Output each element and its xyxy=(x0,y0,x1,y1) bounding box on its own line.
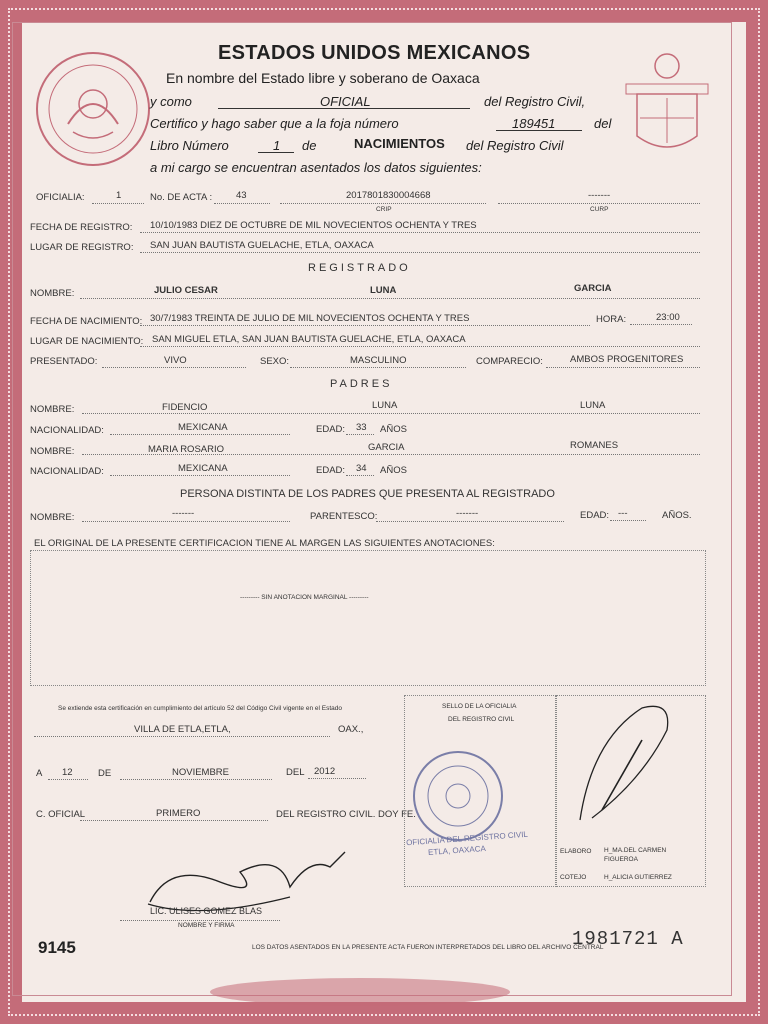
oficialia-label: OFICIALIA: xyxy=(36,192,85,203)
madre-apellido1: GARCIA xyxy=(368,442,405,453)
oficialia-value: 1 xyxy=(116,190,122,201)
fecha-mes: NOVIEMBRE xyxy=(172,767,230,778)
header-line-1: En nombre del Estado libre y soberano de Oaxaca xyxy=(166,70,480,86)
footer-nota: LOS DATOS ASENTADOS EN LA PRESENTE ACTA FUERON INTERPRETADOS DEL LIBRO DEL ARCHIVO CENTRAL xyxy=(252,944,604,951)
elaboro-value: H_MA.DEL CARMEN FIGUEROA xyxy=(604,847,667,863)
fecha-nac-value: 30/7/1983 TREINTA DE JULIO DE MIL NOVECIENTOS OCHENTA Y TRES xyxy=(150,313,470,324)
persona-edad-label: EDAD: xyxy=(580,510,610,521)
header-line-4a: Libro Número xyxy=(150,138,229,153)
madre-apellido2: ROMANES xyxy=(570,440,619,451)
hora-value: 23:00 xyxy=(656,312,680,323)
fecha-registro-label: FECHA DE REGISTRO: xyxy=(30,222,133,233)
persona-edad: --- xyxy=(618,508,628,519)
national-seal-icon xyxy=(36,52,150,166)
header-line-3c: del xyxy=(594,116,612,131)
parentesco-label: PARENTESCO: xyxy=(310,511,378,522)
anotaciones-box xyxy=(30,550,706,686)
fecha-a-label: A xyxy=(36,768,43,779)
padre-anos: AÑOS xyxy=(380,424,407,435)
comparecio-label: COMPARECIO: xyxy=(476,356,543,367)
sello-titulo-2: DEL REGISTRO CIVIL xyxy=(448,716,515,723)
header-line-4c: de xyxy=(302,138,317,153)
crip-label: CRIP xyxy=(376,206,392,213)
header-foja: 189451 xyxy=(512,116,556,131)
hora-label: HORA: xyxy=(596,314,627,325)
padre-apellido1: LUNA xyxy=(372,400,398,411)
fecha-anio: 2012 xyxy=(314,766,336,777)
padre-nombre: FIDENCIO xyxy=(162,402,208,413)
presentado-value: VIVO xyxy=(164,355,187,366)
comparecio-value: AMBOS PROGENITORES xyxy=(570,354,684,365)
fecha-registro-value: 10/10/1983 DIEZ DE OCTUBRE DE MIL NOVECIENTOS OCHENTA Y TRES xyxy=(150,220,477,231)
coficial-value: PRIMERO xyxy=(156,808,201,819)
registrado-apellido1: LUNA xyxy=(370,285,397,296)
header-cargo: OFICIAL xyxy=(320,94,371,109)
curp-label: CURP xyxy=(590,206,609,213)
expedicion-oax: OAX., xyxy=(338,724,364,735)
crip-value: 2017801830004668 xyxy=(346,190,431,201)
serial-number: 1981721 A xyxy=(572,928,684,950)
lugar-nac-value: SAN MIGUEL ETLA, SAN JUAN BAUTISTA GUELACHE, ETLA, OAXACA xyxy=(152,334,466,345)
noacta-value: 43 xyxy=(236,190,247,201)
padres-heading: PADRES xyxy=(330,378,393,390)
anotaciones-text: --------- SIN ANOTACION MARGINAL --------- xyxy=(240,594,369,601)
madre-anos: AÑOS xyxy=(380,465,407,476)
stamp-text-2: ETLA, OAXACA xyxy=(427,843,487,858)
madre-nombre-label: NOMBRE: xyxy=(30,446,75,457)
persona-nombre-label: NOMBRE: xyxy=(30,512,75,523)
anotaciones-heading: EL ORIGINAL DE LA PRESENTE CERTIFICACION TIENE AL MARGEN LAS SIGUIENTES ANOTACIONES: xyxy=(34,538,495,549)
folio-number: 9145 xyxy=(38,938,76,957)
padre-nac-label: NACIONALIDAD: xyxy=(30,425,104,436)
header-line-5: a mi cargo se encuentran asentados los datos siguientes: xyxy=(150,160,482,175)
oficialia-stamp-icon xyxy=(410,748,506,844)
madre-nac: MEXICANA xyxy=(178,463,228,474)
cotejo-value: H_ALICIA GUTIERREZ xyxy=(604,874,672,881)
sexo-label: SEXO: xyxy=(260,356,290,367)
header-libro: 1 xyxy=(273,138,281,153)
stamp-text-1: OFICIALIA DEL REGISTRO CIVIL xyxy=(405,829,529,848)
coficial-label: C. OFICIAL xyxy=(36,809,86,820)
curp-value: ------- xyxy=(588,190,611,201)
header-line-2c: del Registro Civil, xyxy=(484,94,586,109)
elaboro-label: ELABORO xyxy=(560,848,592,855)
cotejo-label: COTEJO xyxy=(560,874,587,881)
header-libro-tipo: NACIMIENTOS xyxy=(354,136,445,151)
madre-nombre: MARIA ROSARIO xyxy=(148,444,225,455)
expedicion-lugar: VILLA DE ETLA,ETLA, xyxy=(134,724,231,735)
persona-nombre: ------- xyxy=(172,508,195,519)
padre-edad: 33 xyxy=(356,422,367,433)
persona-heading: PERSONA DISTINTA DE LOS PADRES QUE PRESENTA AL REGISTRADO xyxy=(180,488,555,500)
presentado-label: PRESENTADO: xyxy=(30,356,98,367)
firma-nombre: LIC. ULISES GOMEZ BLAS xyxy=(150,906,263,916)
madre-edad-label: EDAD: xyxy=(316,465,346,476)
registrado-nombre-label: NOMBRE: xyxy=(30,288,75,299)
sello-titulo-1: SELLO DE LA OFICIALIA xyxy=(442,703,517,710)
parentesco-value: ------- xyxy=(456,508,479,519)
lugar-registro-value: SAN JUAN BAUTISTA GUELACHE, ETLA, OAXACA xyxy=(150,240,374,251)
expedicion-nota: Se extiende esta certificación en cumplimiento del artículo 52 del Código Civil vigente en el Estado xyxy=(58,705,342,712)
registrado-heading: REGISTRADO xyxy=(308,262,411,274)
persona-anos: AÑOS. xyxy=(662,510,692,521)
oaxaca-shield-icon xyxy=(622,48,712,160)
fecha-nac-label: FECHA DE NACIMIENTO: xyxy=(30,316,143,327)
madre-edad: 34 xyxy=(356,463,367,474)
padre-apellido2: LUNA xyxy=(580,400,606,411)
padre-nombre-label: NOMBRE: xyxy=(30,404,75,415)
madre-nac-label: NACIONALIDAD: xyxy=(30,466,104,477)
firma-label: NOMBRE Y FIRMA xyxy=(178,922,235,929)
country-title: ESTADOS UNIDOS MEXICANOS xyxy=(218,42,531,64)
elaboro-signature-icon xyxy=(572,700,682,830)
lugar-nac-label: LUGAR DE NACIMIENTO: xyxy=(30,336,144,347)
sexo-value: MASCULINO xyxy=(350,355,407,366)
header-line-2a: y como xyxy=(150,94,192,109)
lugar-registro-label: LUGAR DE REGISTRO: xyxy=(30,242,134,253)
fecha-de-label: DE xyxy=(98,768,112,779)
fecha-del-label: DEL xyxy=(286,767,305,778)
fecha-dia: 12 xyxy=(62,767,73,778)
registrado-nombre: JULIO CESAR xyxy=(154,285,218,296)
header-line-4e: del Registro Civil xyxy=(466,138,564,153)
registrado-apellido2: GARCIA xyxy=(574,283,612,294)
padre-nac: MEXICANA xyxy=(178,422,228,433)
header-line-3a: Certifico y hago saber que a la foja número xyxy=(150,116,399,131)
doy-fe: DEL REGISTRO CIVIL. DOY FE. xyxy=(276,809,416,820)
bottom-ornament-icon xyxy=(200,972,520,1012)
padre-edad-label: EDAD: xyxy=(316,424,346,435)
noacta-label: No. DE ACTA : xyxy=(150,192,213,203)
